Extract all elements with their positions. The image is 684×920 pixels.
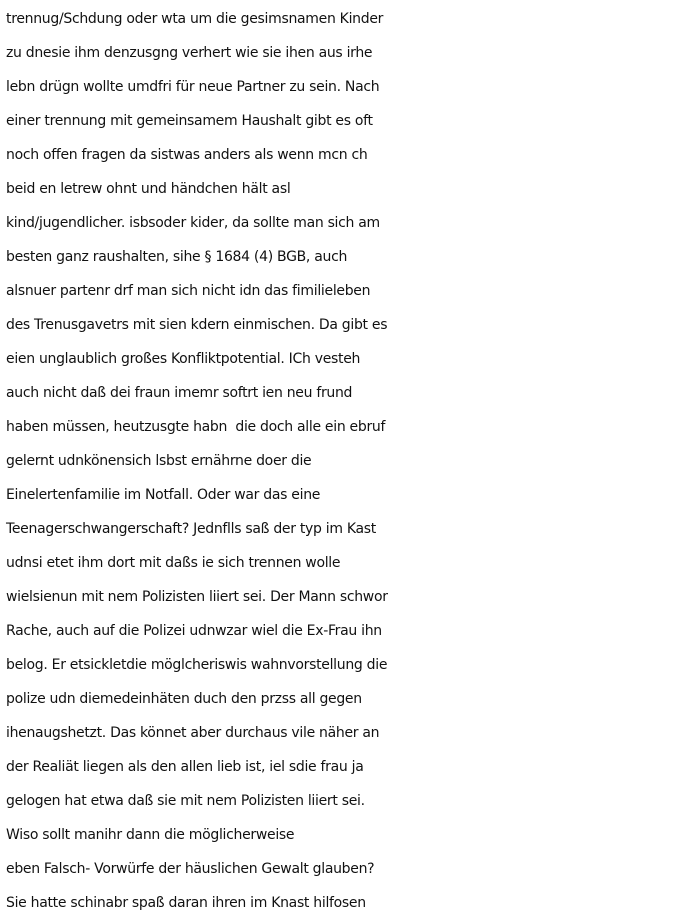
text-line: wielsienun mit nem Polizisten liiert sei. Der Mann schwor xyxy=(6,589,388,605)
text-line: udnsi etet ihm dort mit daßs ie sich trennen wolle xyxy=(6,555,341,571)
text-line: des Trenusgavetrs mit sien kdern einmischen. Da gibt es xyxy=(6,317,388,333)
text-line: haben müssen, heutzusgte habn die doch alle ein ebruf xyxy=(6,419,386,435)
text-line: alsnuer partenr drf man sich nicht idn das fimilieleben xyxy=(6,283,371,299)
text-line: Rache, auch auf die Polizei udnwzar wiel die Ex-Frau ihn xyxy=(6,623,382,639)
text-line: einer trennung mit gemeinsamem Haushalt gibt es oft xyxy=(6,113,373,129)
text-line: polize udn diemedeinhäten duch den przss all gegen xyxy=(6,691,362,707)
text-line: Wiso sollt manihr dann die möglicherweise xyxy=(6,827,295,843)
text-line: eben Falsch- Vorwürfe der häuslichen Gewalt glauben? xyxy=(6,861,375,877)
text-line: gelernt udnkönensich lsbst ernährne doer die xyxy=(6,453,312,469)
body-text xyxy=(6,2,682,920)
text-line: gelogen hat etwa daß sie mit nem Polizisten liiert sei. xyxy=(6,793,365,809)
text-line: eien unglaublich großes Konfliktpotential. ICh vesteh xyxy=(6,351,361,367)
text-line: Sie hatte schinabr spaß daran ihren im Knast hilfosen xyxy=(6,895,366,911)
text-line: belog. Er etsickletdie möglcheriswis wahnvorstellung die xyxy=(6,657,388,673)
text-line: beid en letrew ohnt und händchen hält asl xyxy=(6,181,291,197)
text-line: zu dnesie ihm denzusgng verhert wie sie ihen aus irhe xyxy=(6,45,373,61)
text-line: ihenaugshetzt. Das könnet aber durchaus vile näher an xyxy=(6,725,380,741)
text-line: auch nicht daß dei fraun imemr softrt ien neu frund xyxy=(6,385,353,401)
text-line: trennug/Schdung oder wta um die gesimsnamen Kinder xyxy=(6,11,384,27)
text-line: Teenagerschwangerschaft? Jednflls saß der typ im Kast xyxy=(6,521,376,537)
text-line: lebn drügn wollte umdfri für neue Partner zu sein. Nach xyxy=(6,79,380,95)
text-line: der Realiät liegen als den allen lieb ist, iel sdie frau ja xyxy=(6,759,364,775)
text-line: Einelertenfamilie im Notfall. Oder war das eine xyxy=(6,487,321,503)
text-line: kind/jugendlicher. isbsoder kider, da sollte man sich am xyxy=(6,215,380,231)
text-line: besten ganz raushalten, sihe § 1684 (4) BGB, auch xyxy=(6,249,348,265)
text-line: noch offen fragen da sistwas anders als wenn mcn ch xyxy=(6,147,368,163)
